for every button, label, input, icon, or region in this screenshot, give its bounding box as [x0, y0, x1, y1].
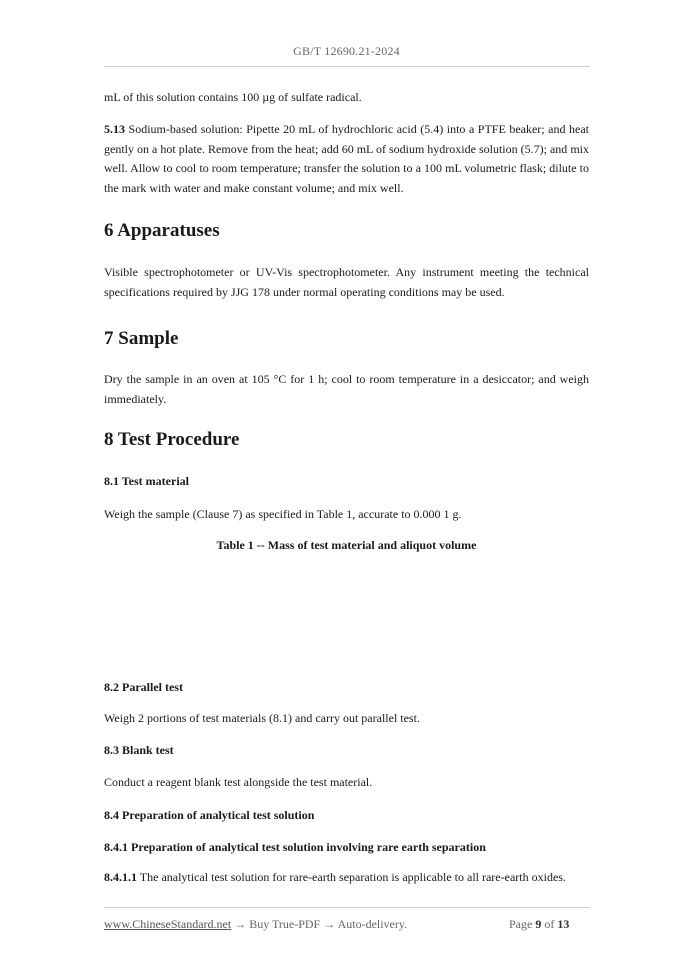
paragraph-5-13 — [104, 120, 589, 198]
paragraph-continuation: mL of this solution contains 100 µg of sulfate radical. — [104, 90, 362, 104]
current-page: 9 — [535, 917, 542, 931]
heading-8-3: 8.3 Blank test — [104, 743, 174, 757]
page-prefix: Page — [509, 917, 536, 931]
paragraph-6: Visible spectrophotometer or UV-Vis spectrophotometer. Any instrument meeting the technical specifications required by JJG 178 under normal operating conditions may be used. — [104, 265, 589, 299]
heading-8-2: 8.2 Parallel test — [104, 680, 183, 694]
header-divider — [104, 66, 590, 67]
footer-promo — [104, 917, 407, 932]
clause-text: The analytical test solution for rare-earth separation is applicable to all rare-earth oxides. — [137, 870, 566, 884]
heading-7: 7 Sample — [104, 328, 179, 349]
heading-8-4: 8.4 Preparation of analytical test solution — [104, 808, 315, 822]
page-indicator — [509, 917, 569, 932]
promo-text: → Buy True-PDF → Auto-delivery. — [231, 917, 408, 931]
heading-6: 6 Apparatuses — [104, 220, 220, 241]
paragraph-8-4-1-1 — [104, 868, 589, 888]
clause-text: Sodium-based solution: Pipette 20 mL of hydrochloric acid (5.4) into a PTFE beaker; and heat gently on a hot plate. Remove from the heat; add 60 mL of sodium hydroxide solution (5.7); and mix well. Allow to cool to room temperature; transfer the solution to a 100 mL volumetric flask; dilute to the mark with water and make constant volume; and mix well. — [104, 122, 589, 195]
paragraph-8-1: Weigh the sample (Clause 7) as specified in Table 1, accurate to 0.000 1 g. — [104, 507, 462, 521]
clause-number: 5.13 — [104, 122, 125, 136]
heading-8: 8 Test Procedure — [104, 429, 240, 450]
heading-8-4-1: 8.4.1 Preparation of analytical test solution involving rare earth separation — [104, 840, 486, 854]
page-of: of — [541, 917, 558, 931]
site-link[interactable]: www.ChineseStandard.net — [104, 917, 232, 931]
heading-8-1: 8.1 Test material — [104, 474, 189, 488]
clause-number: 8.4.1.1 — [104, 870, 137, 884]
running-header: GB/T 12690.21-2024 — [293, 44, 400, 58]
footer-divider — [104, 907, 590, 908]
paragraph-8-2: Weigh 2 portions of test materials (8.1) and carry out parallel test. — [104, 711, 420, 725]
table-1-caption: Table 1 -- Mass of test material and aliquot volume — [216, 538, 477, 552]
paragraph-7: Dry the sample in an oven at 105 °C for 1 h; cool to room temperature in a desiccator; and weigh immediately. — [104, 372, 589, 406]
paragraph-8-3: Conduct a reagent blank test alongside the test material. — [104, 775, 373, 789]
total-pages: 13 — [557, 917, 570, 931]
